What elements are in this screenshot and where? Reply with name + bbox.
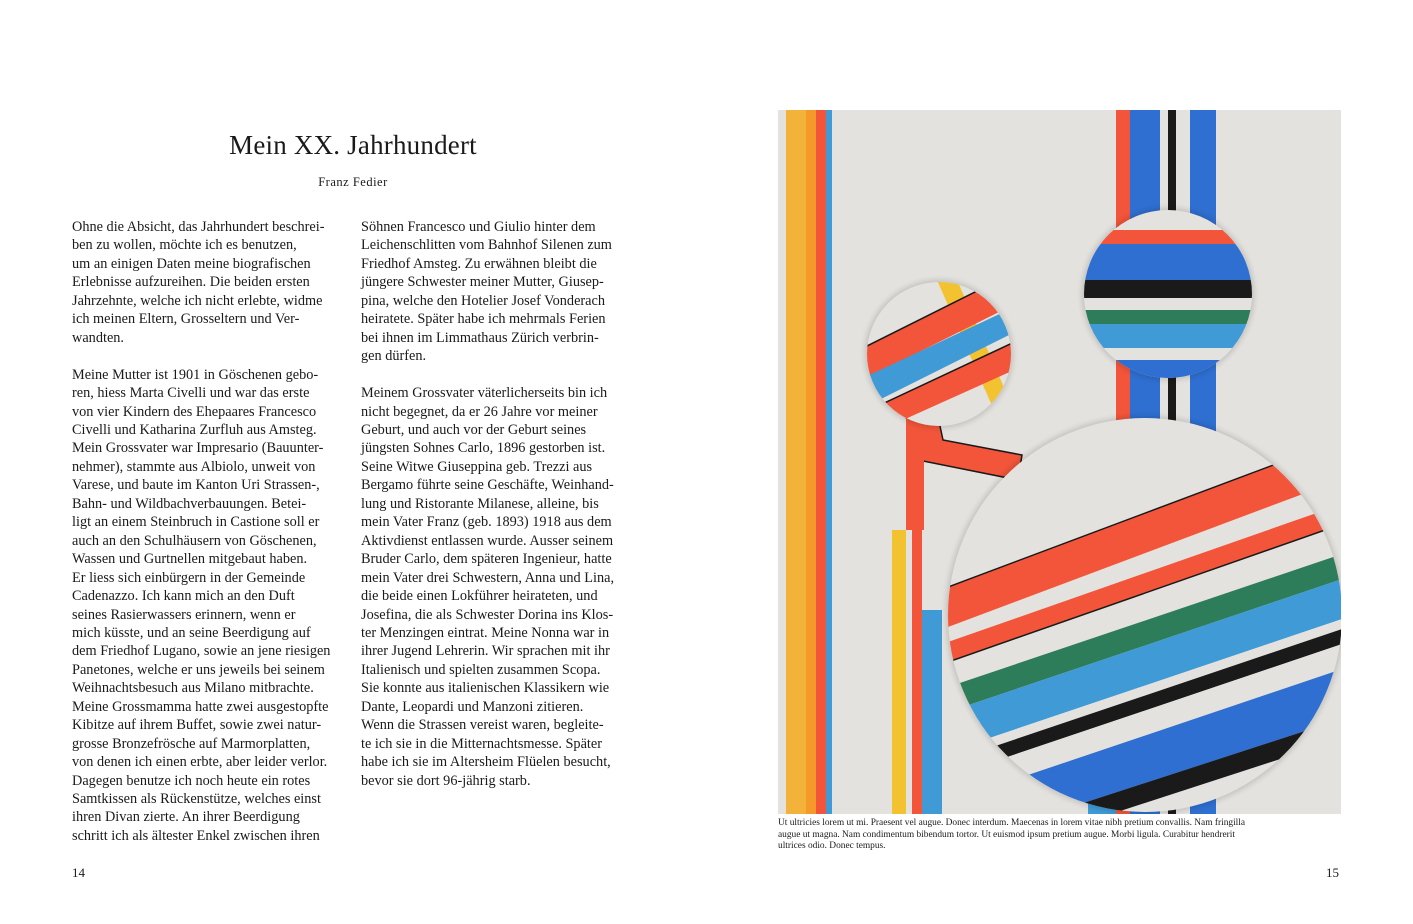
paragraph [361, 384, 637, 790]
image-caption [778, 818, 1341, 853]
left-vertical-stripes [778, 110, 842, 814]
text-line: Erlebnisse aufzureihen. Die beiden ersten [72, 274, 310, 291]
text-line: ligt an einem Steinbruch in Castione soll er [72, 514, 320, 531]
disc-large [946, 416, 1341, 814]
text-line: Meine Grossmamma hatte zwei ausgestopfte [72, 698, 329, 715]
text-line: wandten. [72, 329, 125, 346]
caption-line: Ut ultricies lorem ut mi. Praesent vel augue. Donec interdum. Maecenas in lorem vitae nibh pretium convallis. Nam fringilla [778, 818, 1246, 828]
abstract-painting [778, 110, 1341, 814]
text-line: Bahn- und Wildbachverbauungen. Betei- [72, 495, 307, 512]
disc-top-left [863, 248, 1023, 438]
artwork-image [778, 110, 1341, 814]
page-number-right: 15 [1326, 865, 1339, 880]
text-line: Söhnen Francesco und Giulio hinter dem [361, 219, 596, 235]
text-line: Cadenazzo. Ich kann mich an den Duft [72, 588, 295, 605]
text-line: ren, hiess Marta Civelli und war das erste [72, 385, 310, 402]
text-line: Bergamo führte seine Geschäfte, Weinhand- [361, 477, 614, 494]
page-number-left: 14 [72, 865, 85, 880]
text-line: Ohne die Absicht, das Jahrhundert beschrei- [72, 219, 325, 235]
article-title: Mein XX. Jahrhundert [229, 130, 477, 160]
text-line: Seine Witwe Giuseppina geb. Trezzi aus [361, 458, 593, 475]
paragraph [361, 218, 637, 366]
text-line: Sie konnte aus italienischen Klassikern wie [361, 680, 610, 697]
caption-line: ultrices odio. Donec tempus. [778, 841, 886, 851]
text-line: bevor sie dort 96-jährig starb. [361, 772, 531, 789]
caption-line: augue ut magna. Nam condimentum bibendum tortor. Ut euismod ipsum pretium augue. Morbi ligula. Curabitur hendrerit [778, 829, 1235, 840]
text-line: jüngere Schwester meiner Mutter, Giusep- [361, 274, 604, 291]
article-author: Franz Fedier [318, 175, 388, 189]
text-line: Dagegen benutze ich noch heute ein rotes [72, 772, 311, 789]
text-line: mich küsste, und an seine Beerdigung auf [72, 624, 311, 641]
text-line: ter Menzingen eintrat. Meine Nonna war in [361, 624, 610, 641]
text-line: Italienisch und spielten zusammen Scopa. [361, 661, 601, 678]
text-line: ich meinen Eltern, Grosseltern und Ver- [72, 311, 300, 328]
text-line: Jahrzehnte, welche ich nicht erlebte, widme [72, 292, 323, 309]
text-line: Weihnachtsbesuch aus Milano mitbrachte. [72, 680, 314, 697]
disc-top-right [1082, 208, 1254, 380]
text-line: dem Friedhof Lugano, sowie an jene riesigen [72, 643, 331, 660]
text-line: Wenn die Strassen vereist waren, begleite- [361, 717, 604, 734]
text-line: Aktivdienst entlassen wurde. Ausser seinem [361, 532, 614, 549]
text-line: ben zu wollen, möchte ich es benutzen, [72, 237, 297, 254]
text-column-right [361, 218, 637, 808]
text-line: Civelli und Katharina Zurfluh aus Amsteg. [72, 421, 317, 438]
text-line: Varese, und baute im Kanton Uri Strassen-, [72, 477, 320, 494]
paragraph [72, 366, 344, 846]
text-line: nicht begegnet, da er 26 Jahre vor meiner [361, 403, 598, 420]
text-column-left [72, 218, 344, 864]
text-line: schritt ich als ältester Enkel zwischen ihren [72, 827, 320, 844]
text-line: grosse Bronzefrösche auf Marmorplatten, [72, 735, 311, 752]
text-line: mein Vater drei Schwestern, Anna und Lina, [361, 569, 615, 586]
text-line: die beide einen Lokführer heirateten, und [361, 588, 598, 605]
paragraph [72, 218, 344, 347]
text-line: jüngsten Sohnes Carlo, 1896 gestorben ist. [361, 440, 606, 457]
text-line: von vier Kindern des Ehepaares Francesco [72, 403, 317, 420]
text-line: um an einigen Daten meine biografischen [72, 255, 311, 272]
text-line: nehmer), stammte aus Albiolo, unweit von [72, 458, 316, 475]
text-line: Friedhof Amsteg. Zu erwähnen bleibt die [361, 255, 597, 272]
text-line: Bruder Carlo, dem späteren Ingenieur, hatte [361, 551, 612, 568]
text-line: pina, welche den Hotelier Josef Vonderach [361, 292, 606, 309]
text-line: seines Rasierwassers erinnern, wenn er [72, 606, 296, 623]
text-line: lung und Ristorante Milanese, alleine, bis [361, 495, 599, 512]
text-line: ihren Divan zierte. An ihrer Beerdigung [72, 809, 300, 826]
text-line: Leichenschlitten vom Bahnhof Silenen zum [361, 237, 612, 254]
text-line: Wassen und Gurtnellen mitgebaut haben. [72, 551, 308, 568]
text-line: ihrer Jugend Lehrerin. Wir sprachen mit ihr [361, 643, 610, 660]
text-line: bei ihnen im Limmathaus Zürich verbrin- [361, 329, 599, 346]
text-line: auch an den Schulhäusern von Göschenen, [72, 532, 317, 549]
text-line: Josefina, die als Schwester Dorina ins Klos- [361, 606, 614, 623]
text-line: Samtkissen als Rückenstütze, welches einst [72, 791, 321, 808]
text-line: te ich sie in die Mitternachtsmesse. Später [361, 735, 602, 752]
text-line: gen dürfen. [361, 348, 427, 365]
text-line: Panetones, welche er uns jeweils bei seinem [72, 661, 325, 678]
text-line: von denen ich einen erbte, aber leider verlor. [72, 754, 328, 771]
text-line: heiratete. Später habe ich mehrmals Ferien [361, 311, 606, 328]
text-line: Geburt, und auch vor der Geburt seines [361, 421, 587, 438]
text-line: Meinem Grossvater väterlicherseits bin ich [361, 385, 608, 402]
text-line: Meine Mutter ist 1901 in Göschenen gebo- [72, 366, 319, 383]
text-line: habe ich sie im Altersheim Flüelen besucht, [361, 754, 611, 771]
text-line: Dante, Leopardi und Manzoni zitieren. [361, 698, 584, 715]
text-line: Mein Grossvater war Impresario (Bauunter- [72, 440, 324, 457]
text-line: Kibitze auf ihrem Buffet, sowie zwei natur- [72, 717, 322, 734]
text-line: mein Vater Franz (geb. 1893) 1918 aus dem [361, 514, 612, 531]
text-line: Er liess sich einbürgern in der Gemeinde [72, 569, 306, 586]
